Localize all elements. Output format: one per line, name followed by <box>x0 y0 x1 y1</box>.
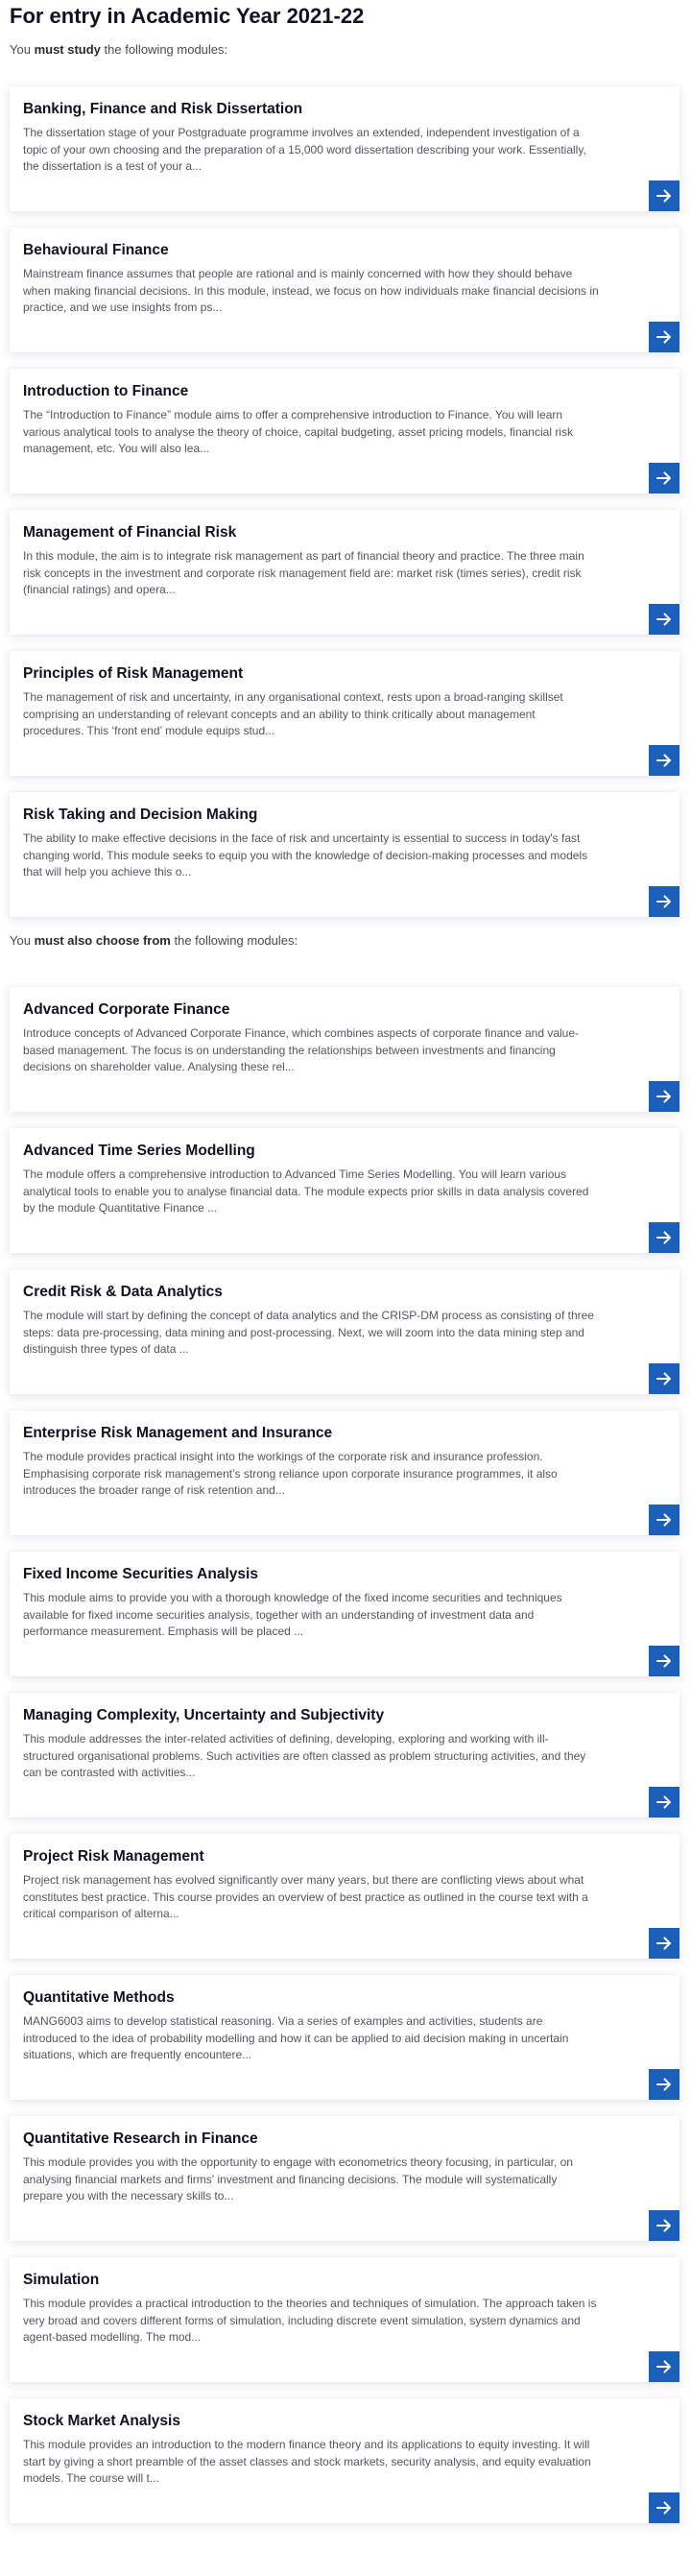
page-title: For entry in Academic Year 2021-22 <box>10 4 365 28</box>
module-card[interactable] <box>10 369 679 494</box>
arrow-right-icon <box>656 2501 672 2515</box>
view-module-button[interactable] <box>649 2492 679 2523</box>
view-module-button[interactable] <box>649 1505 679 1535</box>
module-description: This module provides you with the opportunity to engage with econometrics theory focusing, in particular, on analysing financial markets and firms' investment and financing decisions. The module will systematically prepare you with the necessary skills to... <box>23 2155 573 2203</box>
compulsory-module-list <box>10 86 681 917</box>
arrow-right-icon <box>656 2360 672 2373</box>
arrow-right-icon <box>656 754 672 767</box>
view-module-button[interactable] <box>649 1222 679 1253</box>
arrow-right-icon <box>656 330 672 344</box>
arrow-right-icon <box>656 471 672 485</box>
module-title[interactable]: Banking, Finance and Risk Dissertation <box>23 101 303 117</box>
module-title[interactable]: Fixed Income Securities Analysis <box>23 1566 258 1582</box>
module-title[interactable]: Managing Complexity, Uncertainty and Subjectivity <box>23 1707 385 1723</box>
module-title[interactable]: Management of Financial Risk <box>23 524 237 541</box>
module-title[interactable]: Quantitative Research in Finance <box>23 2131 258 2147</box>
arrow-right-icon <box>656 2078 672 2091</box>
module-card[interactable] <box>10 228 679 352</box>
view-module-button[interactable] <box>649 604 679 635</box>
module-card[interactable] <box>10 86 679 211</box>
arrow-right-icon <box>656 1937 672 1950</box>
compulsory-intro-prefix: You <box>10 42 35 57</box>
module-description: The “Introduction to Finance” module aims to offer a comprehensive introduction to Finance. You will learn various analytical tools to analyse the theory of choice, capital budgeting, asset pricing models, financial risk management, etc. You will also lea... <box>23 408 573 455</box>
module-description: This module addresses the inter-related activities of defining, developing, exploring and working with ill-structured organisational problems. Such activities are often classed as problem structuring activities, and they can be contrasted with activities... <box>23 1732 586 1779</box>
module-description: The module will start by defining the concept of data analytics and the CRISP-DM process as consisting of three steps: data pre-processing, data mining and post-processing. Next, we will zoom into the data mining step and distinguish three types of data ... <box>23 1309 594 1356</box>
module-card[interactable] <box>10 2398 679 2523</box>
module-card[interactable] <box>10 2257 679 2382</box>
module-title[interactable]: Enterprise Risk Management and Insurance <box>23 1425 333 1441</box>
module-title[interactable]: Quantitative Methods <box>23 1989 175 2006</box>
module-title[interactable]: Stock Market Analysis <box>23 2413 180 2429</box>
view-module-button[interactable] <box>649 1363 679 1394</box>
arrow-right-icon <box>656 1231 672 1244</box>
view-module-button[interactable] <box>649 2210 679 2241</box>
module-description: Mainstream finance assumes that people are rational and is mainly concerned with how they should behave when making financial decisions. In this module, instead, we focus on how individuals make financial decisions in practice, and we use insights from ps... <box>23 267 599 314</box>
optional-intro-suffix: the following modules: <box>170 933 298 948</box>
module-title[interactable]: Advanced Time Series Modelling <box>23 1143 255 1159</box>
module-title[interactable]: Project Risk Management <box>23 1848 204 1865</box>
arrow-right-icon <box>656 1513 672 1527</box>
module-title[interactable]: Risk Taking and Decision Making <box>23 807 258 823</box>
module-card[interactable] <box>10 1552 679 1676</box>
module-title[interactable]: Behavioural Finance <box>23 242 169 258</box>
optional-intro-bold: must also choose from <box>34 933 171 948</box>
module-description: The module offers a comprehensive introduction to Advanced Time Series Modelling. You will learn various analytical tools to enable you to analyse financial data. The module expects prior skills in data analysis covered by the module Quantitative Finance ... <box>23 1168 589 1215</box>
arrow-right-icon <box>656 2219 672 2232</box>
module-card[interactable] <box>10 1128 679 1253</box>
module-description: The management of risk and uncertainty, in any organisational context, rests upon a broad-ranging skillset comprising an understanding of relevant concepts and an ability to think critically about management procedures. This ‘front end’ module equips stud... <box>23 690 563 737</box>
view-module-button[interactable] <box>649 2351 679 2382</box>
view-module-button[interactable] <box>649 886 679 917</box>
module-title[interactable]: Principles of Risk Management <box>23 665 244 682</box>
view-module-button[interactable] <box>649 745 679 776</box>
compulsory-intro-bold: must study <box>34 42 101 57</box>
module-card[interactable] <box>10 1410 679 1535</box>
module-card[interactable] <box>10 1975 679 2100</box>
module-description: This module provides a practical introduction to the theories and techniques of simulation. The approach taken is very broad and covers different forms of simulation, including discrete event simulation, system dynamics and agent-based modelling. The mod... <box>23 2297 597 2344</box>
arrow-right-icon <box>656 1795 672 1809</box>
module-description: Introduce concepts of Advanced Corporate Finance, which combines aspects of corporate finance and value-based management. The focus is on understanding the relationships between investments and financing decisions on shareholder value. Analysing these rel... <box>23 1026 580 1073</box>
module-title[interactable]: Simulation <box>23 2272 100 2288</box>
module-card[interactable] <box>10 987 679 1112</box>
arrow-right-icon <box>656 1654 672 1668</box>
arrow-right-icon <box>656 1090 672 1103</box>
view-module-button[interactable] <box>649 463 679 494</box>
module-description: MANG6003 aims to develop statistical reasoning. Via a series of examples and activities, students are introduced to the idea of probability modelling and how it can be applied to aid decision making in uncertain situations, which are frequently encountere... <box>23 2014 569 2061</box>
view-module-button[interactable] <box>649 1646 679 1676</box>
view-module-button[interactable] <box>649 322 679 352</box>
view-module-button[interactable] <box>649 1787 679 1818</box>
module-description: In this module, the aim is to integrate risk management as part of financial theory and practice. The three main risk concepts in the investment and corporate risk management field are: market risk (times series), credit risk (financial ratings) and opera... <box>23 549 584 596</box>
module-title[interactable]: Credit Risk & Data Analytics <box>23 1284 223 1300</box>
module-description: The module provides practical insight into the workings of the corporate risk and insurance profession. Emphasising corporate risk management’s strong reliance upon corporate insurance programmes, it also introduces the broader range of risk retention and... <box>23 1450 558 1497</box>
module-title[interactable]: Advanced Corporate Finance <box>23 1001 230 1018</box>
arrow-right-icon <box>656 895 672 908</box>
module-title[interactable]: Introduction to Finance <box>23 383 189 399</box>
arrow-right-icon <box>656 1372 672 1385</box>
module-description: The dissertation stage of your Postgraduate programme involves an extended, independent investigation of a topic of your own choosing and the preparation of a 15,000 word dissertation describing your work. Essentially, the dissertation is a test of your a... <box>23 126 586 173</box>
module-description: This module provides an introduction to the modern finance theory and its applications to equity investing. It will start by giving a short preamble of the asset classes and stock markets, security analysis, and equity evaluation models. The course will t... <box>23 2438 591 2485</box>
view-module-button[interactable] <box>649 1081 679 1112</box>
view-module-button[interactable] <box>649 2069 679 2100</box>
module-card[interactable] <box>10 2116 679 2241</box>
module-card[interactable] <box>10 792 679 917</box>
module-description: Project risk management has evolved significantly over many years, but there are conflicting views about what constitutes best practice. This course provides an overview of best practice as outlined in the course text with a critical comparison of alterna... <box>23 1873 588 1920</box>
module-description: This module aims to provide you with a thorough knowledge of the fixed income securities and techniques available for fixed income securities analysis, together with an understanding of investment data and performance measurement. Emphasis will be placed ... <box>23 1591 562 1638</box>
module-card[interactable] <box>10 510 679 635</box>
optional-module-list <box>10 987 681 2523</box>
module-card[interactable] <box>10 651 679 776</box>
optional-intro-prefix: You <box>10 933 35 948</box>
view-module-button[interactable] <box>649 1928 679 1959</box>
compulsory-intro <box>10 42 681 65</box>
view-module-button[interactable] <box>649 181 679 211</box>
module-card[interactable] <box>10 1269 679 1394</box>
compulsory-intro-suffix: the following modules: <box>100 42 228 57</box>
module-card[interactable] <box>10 1834 679 1959</box>
module-card[interactable] <box>10 1693 679 1818</box>
module-description: The ability to make effective decisions in the face of risk and uncertainty is essential to success in today's fast changing world. This module seeks to equip you with the knowledge of decision-making processes and models that will help you achieve this o... <box>23 831 588 879</box>
optional-intro <box>10 933 681 956</box>
arrow-right-icon <box>656 613 672 626</box>
arrow-right-icon <box>656 189 672 203</box>
